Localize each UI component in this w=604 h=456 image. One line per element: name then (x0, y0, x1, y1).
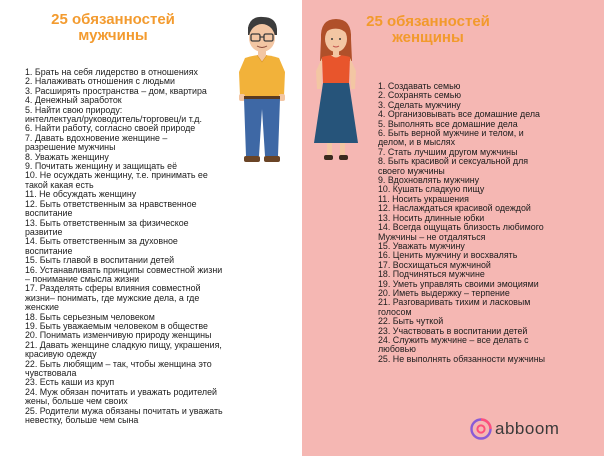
men-duty-line: женские (25, 302, 59, 313)
man-illustration (236, 14, 288, 166)
abboom-logo-icon (470, 418, 492, 440)
men-duty-line: 1. Брать на себя лидерство в отношениях (25, 67, 198, 77)
men-duty-line: 18. Быть серьезным человеком (25, 311, 155, 322)
men-duty-line: 20. Понимать изменчивую природу женщины (25, 330, 212, 341)
women-duty-line: любовью (378, 344, 416, 355)
men-duty-line: 22. Быть любящим – так, чтобы женщина это (25, 358, 212, 369)
men-duty-line: жизни– понимать, где мужские дела, а где (25, 292, 200, 303)
men-title-line2: мужчины (78, 27, 148, 44)
women-duty-line: 2. Сохранять семью (378, 90, 462, 101)
women-duty-line: Мужчины – не отдаляться (378, 231, 486, 242)
men-duty-line: воспитание (25, 245, 73, 256)
women-duty-line: 18. Подчиняться мужчине (378, 269, 485, 280)
men-duty-line: невестку, больше чем сына (25, 415, 139, 426)
men-duty-line: красивую одежду (25, 349, 97, 360)
woman-illustration (310, 15, 362, 167)
women-duty-line: 22. Быть чуткой (378, 316, 444, 327)
women-duty-line: 3. Сделать мужчину (378, 99, 461, 110)
men-duty-line: 21. Давать женщине сладкую пищу, украшения, (25, 339, 222, 350)
women-duty-line: 8. Быть красивой и сексуальной для (378, 156, 529, 167)
women-duty-line: 16. Ценить мужчину и восхвалять (378, 250, 518, 261)
men-duty-line: 5. Найти свою природу: (25, 104, 123, 115)
women-duty-line: 4. Организовывать все домашние дела (378, 109, 540, 120)
men-title-line1: 25 обязанностей (51, 11, 175, 28)
men-duty-line: развитие (25, 226, 63, 237)
women-duty-line: 9. Вдохновлять мужчину (378, 175, 480, 186)
women-duty-line: 21. Разговаривать тихим и ласковым (378, 297, 531, 308)
men-duty-line: 9. Почитать женщину и защищать её (25, 161, 178, 172)
men-duty-line: 2. Налаживать отношения с людьми (25, 76, 175, 87)
men-duty-line: 19. Быть уважаемым человеком в обществе (25, 320, 208, 331)
men-duty-line: – понимание смысла жизни (25, 273, 140, 284)
men-duty-line: 15. Быть главой в воспитании детей (25, 255, 175, 266)
women-duty-line: 13. Носить длинные юбки (378, 212, 485, 223)
brand-logo (470, 417, 590, 441)
men-duty-line: 25. Родители мужа обязаны почитать и уважать (25, 405, 223, 416)
women-duties-list (378, 82, 598, 364)
women-duty-line: 20. Иметь выдержку – терпение (378, 287, 510, 298)
men-duty-line: 11. Не обсуждать женщину (25, 189, 137, 200)
men-duty-line: 13. Быть ответственным за физическое (25, 217, 189, 228)
men-duty-line: 10. Не осуждать женщину, т.е. принимать ее (25, 170, 208, 181)
women-duty-line: 5. Выполнять все домашние дела (378, 118, 518, 129)
women-duty-line: 12. Наслаждаться красивой одеждой (378, 203, 531, 214)
women-duty-line: 25. Не выполнять обязанности мужчины (378, 353, 546, 364)
men-duty-line: 7. Давать вдохновение женщине – (25, 132, 168, 143)
women-duty-line: голосом (378, 306, 412, 317)
men-duty-line: 6. Найти работу, согласно своей природе (25, 123, 196, 134)
men-duty-line: 4. Денежный заработок (25, 95, 122, 106)
women-duty-line: своего мужчины (378, 165, 445, 176)
men-duty-line: 14. Быть ответственным за духовное (25, 236, 178, 247)
men-duty-line: 16. Устанавливать принципы совместной жизни (25, 264, 223, 275)
men-duty-line: жены, больше чем своих (25, 396, 128, 407)
women-duty-line: 10. Кушать сладкую пищу (378, 184, 485, 195)
women-title-line1: 25 обязанностей (366, 13, 490, 30)
men-title (18, 12, 208, 44)
women-duty-line: 14. Всегда ощущать близость любимого (378, 222, 544, 233)
women-duty-line: 23. Участвовать в воспитании детей (378, 325, 528, 336)
women-duty-line: 1. Создавать семью (378, 81, 461, 91)
men-duty-line: 17. Разделять сферы влияния совместной (25, 283, 201, 294)
women-duty-line: 15. Уважать мужчину (378, 240, 465, 251)
men-duty-line: воспитание (25, 208, 73, 219)
women-duty-line: 6. Быть верной мужчине и телом, и (378, 128, 524, 139)
men-duty-line: 3. Расширять пространства – дом, квартира (25, 85, 207, 96)
men-duty-line: разрешение мужчины (25, 142, 116, 153)
women-duty-line: 19. Уметь управлять своими эмоциями (378, 278, 539, 289)
men-duty-line: интеллектуал/руководитель/торговец/и т.д. (25, 114, 202, 125)
men-duty-line: такой какая есть (25, 179, 94, 190)
men-duty-line: чувствовала (25, 368, 77, 378)
brand-name: abboom (495, 419, 560, 438)
women-duty-line: делом, и в мыслях (378, 137, 456, 148)
women-duty-line: 7. Стать лучшим другом мужчины (378, 146, 518, 157)
women-title-line2: женщины (392, 29, 464, 46)
men-duty-line: 8. Уважать женщину (25, 151, 109, 162)
men-duty-line: 12. Быть ответственным за нравственное (25, 198, 197, 209)
women-duty-line: 17. Восхищаться мужчиной (378, 259, 491, 270)
men-duty-line: 24. Муж обязан почитать и уважать родителей (25, 386, 217, 397)
men-duty-line: 23. Есть каши из круп (25, 377, 115, 388)
women-duty-line: 11. Носить украшения (378, 193, 469, 204)
women-duty-line: 24. Служить мужчине – все делать с (378, 334, 529, 345)
